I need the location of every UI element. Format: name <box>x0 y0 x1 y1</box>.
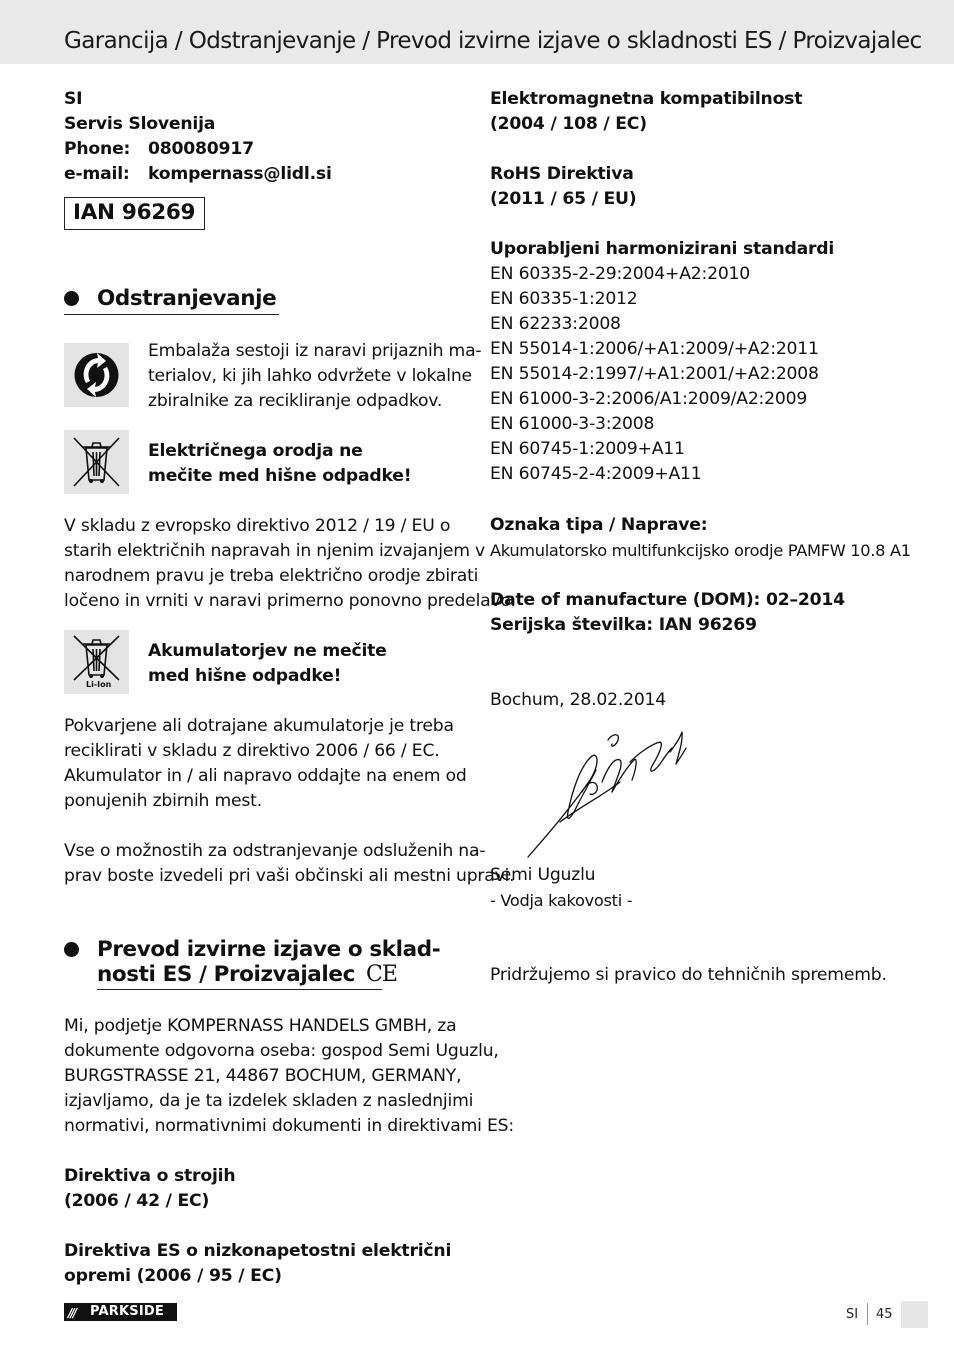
parkside-logo <box>64 1303 177 1321</box>
battery-weee-icon-box <box>64 630 129 694</box>
email-label: e-mail: <box>64 164 130 184</box>
footer-divider <box>867 1303 868 1325</box>
tool-warning-1: Električnega orodja ne <box>148 441 363 461</box>
machinery-directive-1: Direktiva o strojih <box>64 1166 236 1186</box>
directive-text-4: ločeno in vrniti v naravi primerno ponovno predelavo. <box>64 591 516 611</box>
ian-box <box>64 197 205 230</box>
service-phone-row <box>64 137 254 162</box>
standards-title: Uporabljeni harmonizirani standardi <box>490 239 835 259</box>
ian-number: IAN 96269 <box>73 200 196 225</box>
crossed-bin-icon <box>64 430 129 494</box>
email-value: kompernass@lidl.si <box>148 164 332 184</box>
weee-icon-box <box>64 430 129 494</box>
standard-item: EN 60335-1:2012 <box>490 289 638 309</box>
ce-mark: CE <box>366 962 397 987</box>
directive-text-2: starih električnih napravah in njenim izvajanjem v <box>64 541 486 561</box>
date-of-manufacture: Date of manufacture (DOM): 02–2014 <box>490 590 845 610</box>
section-bullet <box>64 291 79 306</box>
phone-label: Phone: <box>64 139 131 159</box>
declaration-title-underline <box>97 989 382 990</box>
signer-role: - Vodja kakovosti - <box>490 891 633 910</box>
declaration-title-2-text: nosti ES / Proizvajalec <box>97 962 355 987</box>
page-header <box>0 0 954 64</box>
directive-text-3: narodnem pravu je treba električno orodje zbirati <box>64 566 479 586</box>
disposal-title-underline <box>64 314 279 315</box>
service-country: SI <box>64 89 83 109</box>
page-tab-marker <box>901 1301 928 1328</box>
standard-item: EN 62233:2008 <box>490 314 621 334</box>
declaration-title-1: Prevod izvirne izjave o sklad- <box>97 937 441 962</box>
section-bullet <box>64 942 79 957</box>
options-text-1: Vse o možnostih za odstranjevanje odsluženih na- <box>64 841 486 861</box>
disposal-title: Odstranjevanje <box>97 286 277 311</box>
standard-item: EN 55014-2:1997/+A1:2001/+A2:2008 <box>490 364 819 384</box>
intro-text-2: dokumente odgovorna oseba: gospod Semi Uguzlu, <box>64 1041 499 1061</box>
options-text-2: prav boste izvedeli pri vaši občinski ali mestni upravi. <box>64 866 515 886</box>
technical-changes-note: Pridržujemo si pravico do tehničnih sprememb. <box>490 965 887 985</box>
signer-name: Semi Uguzlu <box>490 865 596 885</box>
page-header-title: Garancija / Odstranjevanje / Prevod izvirne izjave o skladnosti ES / Proizvajalec <box>64 28 922 54</box>
battery-info-2: reciklirati v skladu z direktivo 2006 / 66 / EC. <box>64 741 440 761</box>
standard-item: EN 61000-3-2:2006/A1:2009/A2:2009 <box>490 389 808 409</box>
standard-item: EN 60335-2-29:2004+A2:2010 <box>490 264 751 284</box>
intro-text-4: izjavljamo, da je ta izdelek skladen z naslednjimi <box>64 1091 474 1111</box>
directive-text-1: V skladu z evropsko direktivo 2012 / 19 / EU o <box>64 516 451 536</box>
packaging-text-3: zbiralnike za recikliranje odpadkov. <box>148 391 443 411</box>
battery-info-3: Akumulator in / ali napravo oddajte na enem od <box>64 766 467 786</box>
battery-info-4: ponujenih zbirnih mest. <box>64 791 262 811</box>
lowvoltage-directive-1: Direktiva ES o nizkonapetostni električni <box>64 1241 452 1261</box>
type-value: Akumulatorsko multifunkcijsko orodje PAMFW 10.8 A1 <box>490 541 911 560</box>
declaration-title-2 <box>97 962 397 987</box>
standard-item: EN 61000-3-3:2008 <box>490 414 655 434</box>
recycling-icon-box <box>64 343 129 407</box>
packaging-text-1: Embalaža sestoji iz naravi prijaznih ma- <box>148 341 482 361</box>
battery-warning-1: Akumulatorjev ne mečite <box>148 641 387 661</box>
type-title: Oznaka tipa / Naprave: <box>490 515 708 535</box>
place-date: Bochum, 28.02.2014 <box>490 690 667 710</box>
signature-image <box>520 722 695 862</box>
page-number: 45 <box>876 1307 893 1322</box>
intro-text-5: normativi, normativnimi dokumenti in direktivami ES: <box>64 1116 514 1136</box>
packaging-text-2: terialov, ki jih lahko odvržete v lokalne <box>148 366 472 386</box>
service-name: Servis Slovenija <box>64 114 216 134</box>
tool-warning-2: mečite med hišne odpadke! <box>148 466 412 486</box>
logo-text: PARKSIDE <box>90 1304 164 1319</box>
rohs-directive-2: (2011 / 65 / EU) <box>490 189 637 209</box>
serial-number: Serijska številka: IAN 96269 <box>490 615 757 635</box>
service-email-row <box>64 162 332 187</box>
standard-item: EN 60745-2-4:2009+A11 <box>490 464 702 484</box>
lowvoltage-directive-2: opremi (2006 / 95 / EC) <box>64 1266 282 1286</box>
emc-directive-1: Elektromagnetna kompatibilnost <box>490 89 803 109</box>
battery-warning-2: med hišne odpadke! <box>148 666 342 686</box>
green-dot-recycling-icon <box>64 343 129 407</box>
intro-text-1: Mi, podjetje KOMPERNASS HANDELS GMBH, za <box>64 1016 457 1036</box>
footer-language: SI <box>846 1307 859 1322</box>
standard-item: EN 55014-1:2006/+A1:2009/+A2:2011 <box>490 339 819 359</box>
machinery-directive-2: (2006 / 42 / EC) <box>64 1191 210 1211</box>
intro-text-3: BURGSTRASSE 21, 44867 BOCHUM, GERMANY, <box>64 1066 462 1086</box>
rohs-directive-1: RoHS Direktiva <box>490 164 634 184</box>
liion-label: Li-Ion <box>86 680 112 689</box>
phone-value: 080080917 <box>148 139 254 159</box>
standard-item: EN 60745-1:2009+A11 <box>490 439 685 459</box>
emc-directive-2: (2004 / 108 / EC) <box>490 114 647 134</box>
logo-stripes: /// <box>68 1306 76 1320</box>
battery-info-1: Pokvarjene ali dotrajane akumulatorje je treba <box>64 716 454 736</box>
